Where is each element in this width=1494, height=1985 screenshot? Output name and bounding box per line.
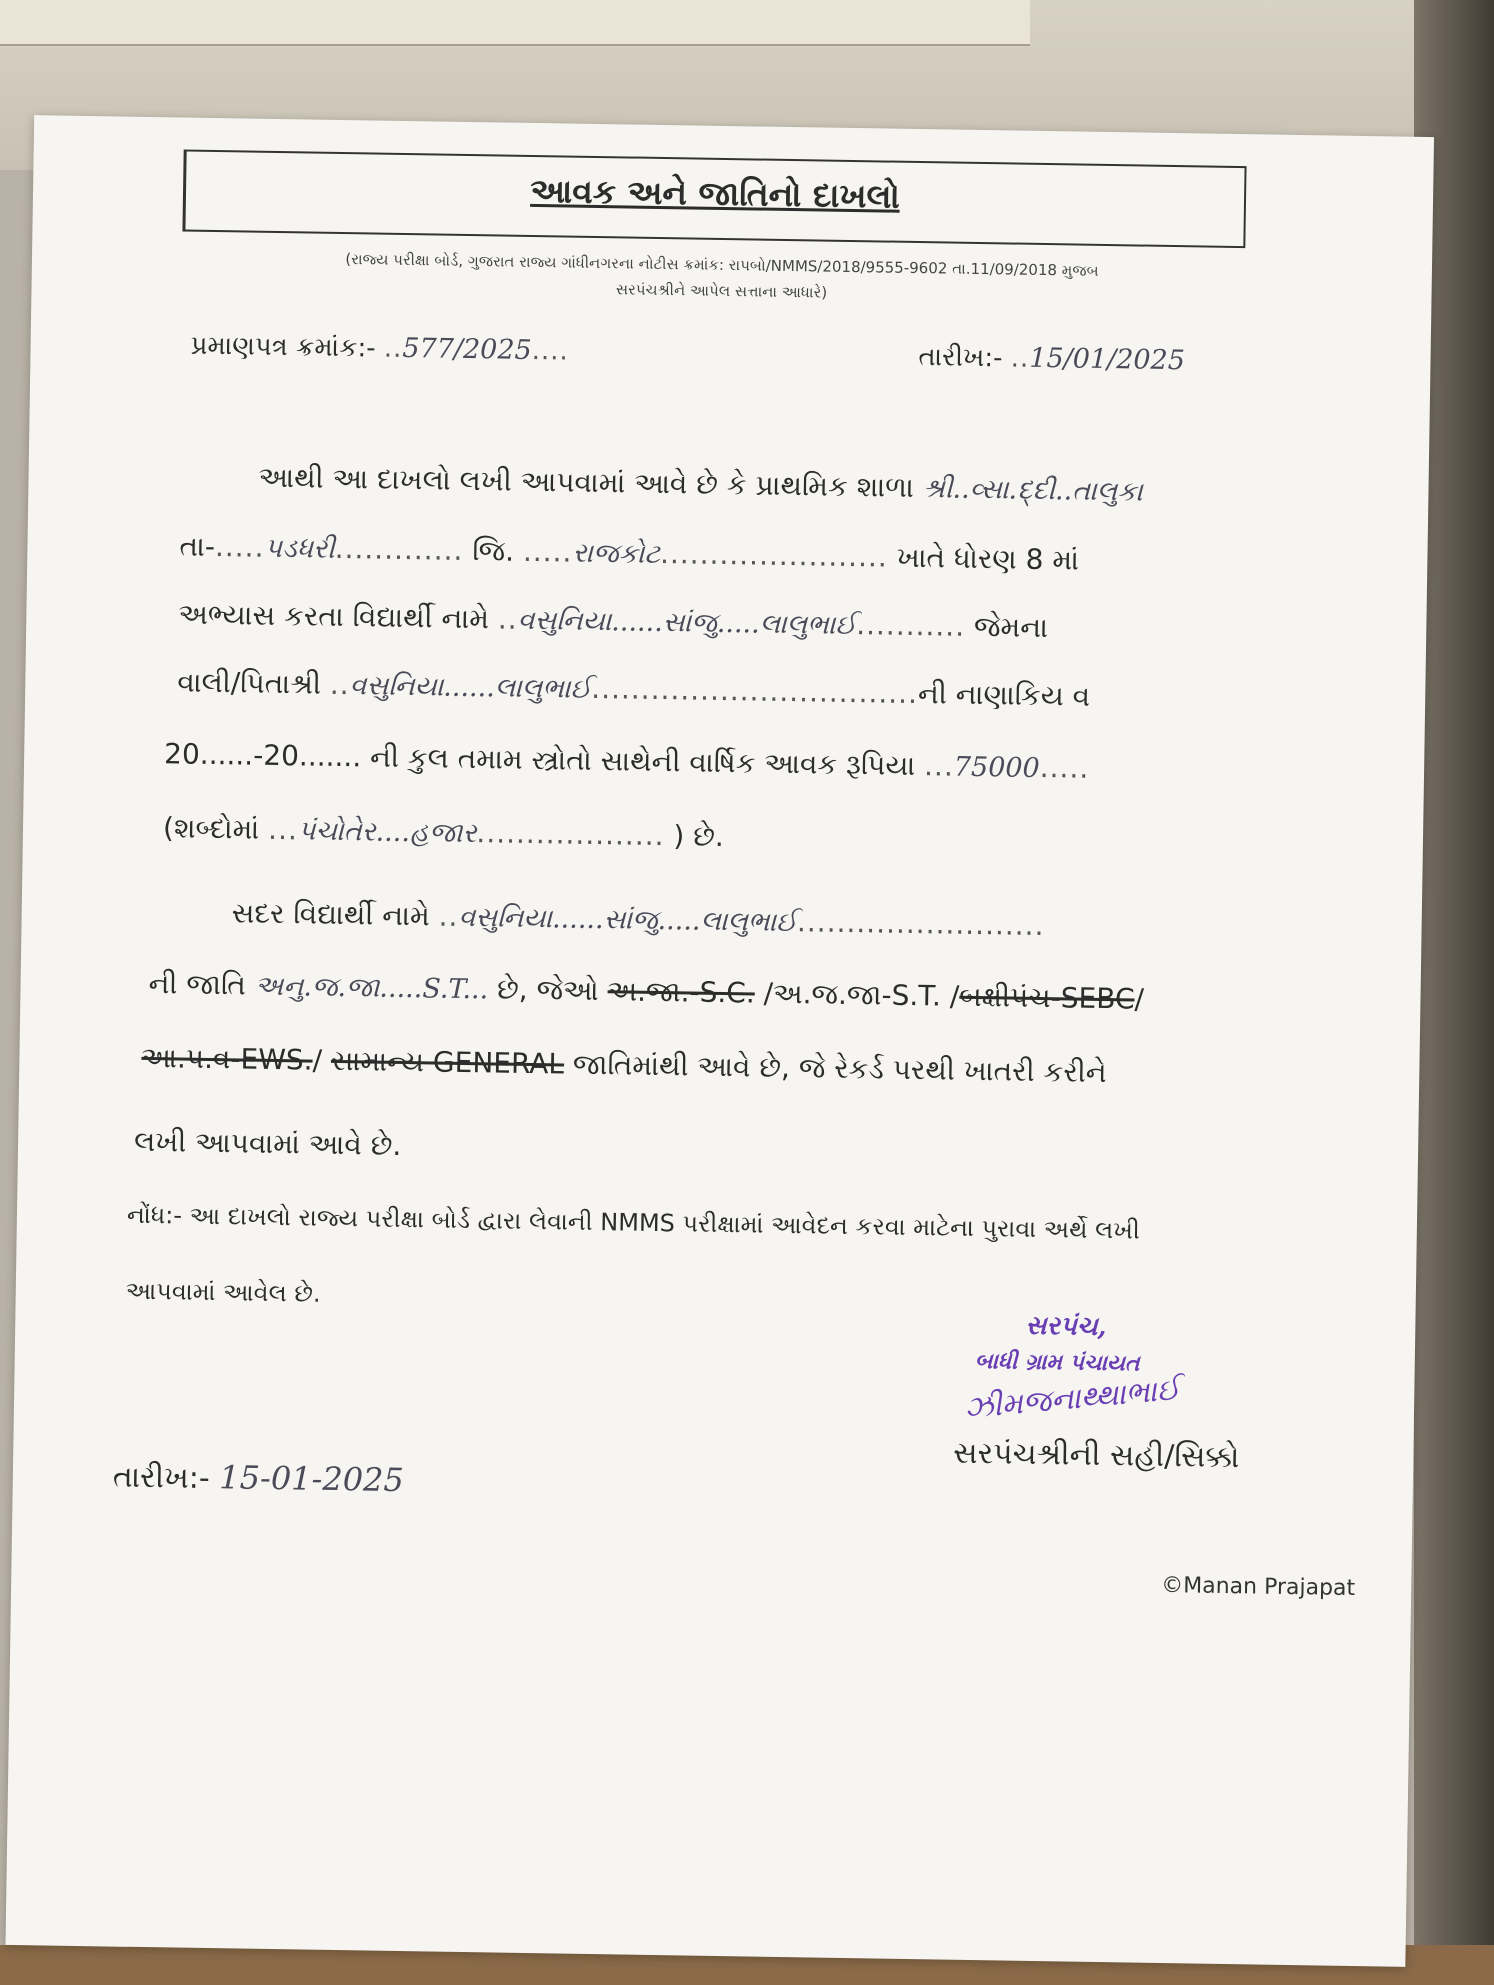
income-value: 75000 — [953, 751, 1040, 784]
background-paper-edge — [0, 0, 1030, 46]
income-text: ની કુલ તમામ સ્ત્રોતો સાથેની વાર્ષિક આવક રૂપિયા — [369, 740, 916, 783]
para2-last-line: લખી આપવામાં આવે છે. — [133, 1124, 402, 1163]
jemna-text: જેમના — [973, 609, 1049, 645]
copyright-text: ©Manan Prajapat — [1161, 1573, 1356, 1602]
bottom-date-row — [113, 1457, 405, 1500]
option-general: સામાન્ય GENERAL — [330, 1043, 565, 1081]
study-text: અભ્યાસ કરતા વિદ્યાર્થી નામે — [178, 597, 490, 636]
note-line-2: આપવામાં આવેલ છે. — [125, 1276, 321, 1308]
taluka-label: તા- — [179, 529, 216, 564]
district-value: રાજકોટ — [572, 537, 661, 570]
cert-number-row: પ્રમાણપત્ર ક્રમાંક:- ..577/2025.... — [190, 330, 570, 367]
title-box — [182, 149, 1246, 248]
school-name: શ્રી..વ્સા.દ્દી..તાલુકા — [922, 473, 1144, 508]
cert-number-label: પ્રમાણપત્ર ક્રમાંક:- — [190, 330, 376, 364]
certificate-sheet — [5, 115, 1434, 1967]
sign-label: સરપંચશ્રીની સહી/સિક્કો — [953, 1435, 1240, 1476]
guardian-name: વસુનિયા......લાલુભાઈ — [349, 670, 592, 705]
para2-line3 — [141, 1041, 1107, 1090]
subtitle-line-1: (રાજ્ય પરીક્ષા બોર્ડ, ગુજરાત રાજ્ય ગાંધીનગરના નોટીસ ક્રમાંક: રાપબો/NMMS/2018/9555-9602 તા.11/09/2018 મુજબ — [345, 250, 1099, 280]
district-label: જિ. — [472, 534, 515, 568]
para1-line3: અભ્યાસ કરતા વિદ્યાર્થી નામે ..વસુનિયા......સાંજુ.....લાલુભાઈ........... જેમના — [178, 597, 1049, 645]
cert-date-row: તારીખ:- ..15/01/2025 — [918, 342, 1186, 377]
para2-tail: જાતિમાંથી આવે છે, જે રેકર્ડ પરથી ખાતરી કરીને — [572, 1047, 1107, 1090]
words-open: (શબ્દોમાં — [162, 811, 260, 846]
slash: / — [1134, 982, 1145, 1016]
para1-intro: આથી આ દાખલો લખી આપવામાં આવે છે કે પ્રાથમિક શાળા — [258, 460, 915, 504]
sarpanch-signature: ઝીમજનાથ્થાભાઈ — [963, 1372, 1182, 1427]
para1-line1 — [258, 461, 1143, 509]
year-text: ની નાણાકિય વ — [917, 677, 1091, 713]
standard-text: ખાતે ધોરણ 8 માં — [896, 540, 1080, 577]
option-sc: અ.જા.-S.C. — [607, 974, 756, 1010]
cert-number-value: 577/2025 — [402, 332, 532, 366]
para2-intro: સદર વિદ્યાર્થી નામે — [231, 896, 431, 933]
option-ews: આ.પ.વ-EWS. — [141, 1040, 313, 1077]
guardian-label: વાલી/પિતાશ્રી — [177, 665, 322, 701]
para1-line2: તા-.....પડધરી............. જિ. .....રાજકોટ....................... ખાતે ધોરણ 8 માં — [179, 529, 1080, 577]
bottom-date-label: તારીખ:- — [112, 1459, 211, 1497]
caste-value: અનુ.જ.જા.....S.T... — [254, 970, 489, 1006]
para1-line5: 20......-20....... ની કુલ તમામ સ્ત્રોતો સાથેની વાર્ષિક આવક રૂપિયા ...75000..... — [163, 737, 1090, 785]
para1-line4: વાલી/પિતાશ્રી ..વસુનિયા......લાલુભાઈ.................................ની નાણાકિય વ — [177, 665, 1091, 713]
words-close: ) છે. — [673, 819, 725, 854]
student-name: વસુનિયા......સાંજુ.....લાલુભાઈ — [517, 604, 857, 642]
year-line: 20......-20....... — [163, 737, 362, 774]
para1-line6: (શબ્દોમાં ...પંચોતેર....હજાર................... ) છે. — [162, 811, 725, 854]
stamp-title: સરપંચ, — [1025, 1310, 1107, 1343]
cert-date-label: તારીખ:- — [918, 342, 1003, 374]
option-sebc: બક્ષીપંચ-SEBC — [959, 979, 1135, 1016]
je-text: છે, જેઓ — [496, 972, 599, 1008]
certificate-title: આવક અને જાતિનો દાખલો — [530, 170, 901, 216]
bottom-date-value: 15-01-2025 — [219, 1458, 405, 1500]
para2-line2 — [148, 967, 1144, 1017]
cert-date-value: 15/01/2025 — [1029, 342, 1186, 377]
stamp-panchayat: બાધી ગ્રામ પંચાયત — [974, 1348, 1140, 1377]
taluka-value: પડધરી — [264, 532, 335, 565]
income-words: પંચોતેર....હજાર — [297, 815, 477, 850]
para2-line1: સદર વિદ્યાર્થી નામે ..વસુનિયા......સાંજુ.....લાલુભાઈ......................... — [231, 896, 1045, 943]
note-line-1: નોંધ:- આ દાખલો રાજ્ય પરીક્ષા બોર્ડ દ્વારા લેવાની NMMS પરીક્ષામાં આવેદન કરવા માટેના પુરાવા અર્થે લખી — [126, 1200, 1141, 1245]
para2-student-name: વસુનિયા......સાંજુ.....લાલુભાઈ — [458, 901, 798, 939]
subtitle-line-2: સરપંચશ્રીને આપેલ સત્તાના આધારે) — [615, 280, 828, 302]
option-st: /અ.જ.જા-S.T. / — [763, 976, 960, 1013]
option-separator: / — [312, 1043, 323, 1077]
caste-label: ની જાતિ — [148, 967, 247, 1002]
